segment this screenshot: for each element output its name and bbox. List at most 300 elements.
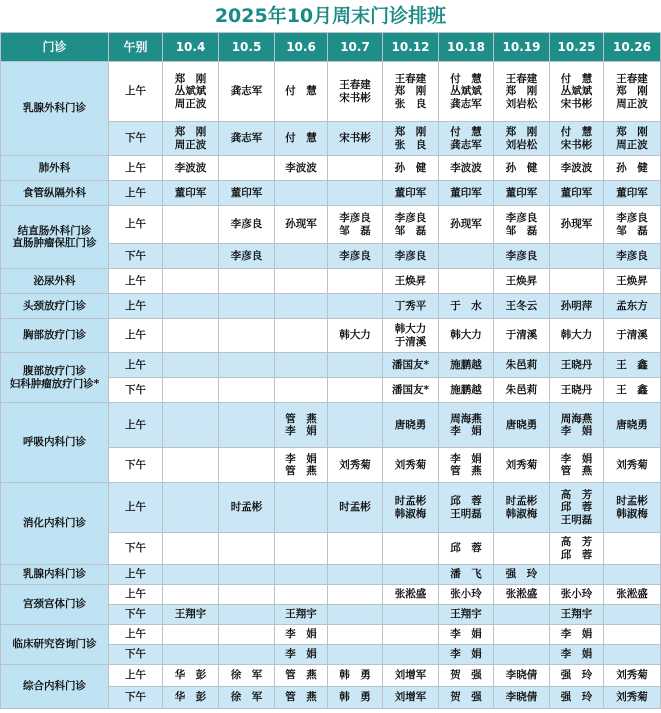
schedule-cell xyxy=(163,645,219,665)
doctor-name: 孙 健 xyxy=(394,161,427,174)
schedule-cell xyxy=(163,605,219,625)
doctor-name: 郑 刚 xyxy=(616,126,648,138)
doctor-name: 龚志军 xyxy=(450,97,482,110)
schedule-cell xyxy=(550,122,604,156)
doctor-name: 李晓倩 xyxy=(505,691,538,704)
doctor-name: 韩淑梅 xyxy=(394,507,427,520)
schedule-cell xyxy=(219,294,275,319)
doctor-name: 朱邑莉 xyxy=(505,358,538,371)
schedule-cell xyxy=(383,625,439,645)
department-name xyxy=(1,483,109,565)
doctor-name: 施鹏越 xyxy=(450,358,482,371)
doctor-name: 付 慧 xyxy=(285,132,317,145)
schedule-cell xyxy=(604,533,661,565)
department-name-line: 泌尿外科 xyxy=(33,274,76,287)
schedule-cell xyxy=(439,565,494,585)
schedule-cell xyxy=(275,645,328,665)
doctor-name: 郑 刚 xyxy=(505,126,538,138)
schedule-cell xyxy=(383,122,439,156)
doctor-name: 刘秀菊 xyxy=(616,669,648,682)
schedule-cell xyxy=(439,533,494,565)
schedule-cell xyxy=(604,156,661,181)
schedule-cell xyxy=(328,122,383,156)
doctor-name: 董印军 xyxy=(505,186,538,199)
doctor-name: 郑 刚 xyxy=(394,85,427,98)
doctor-name: 王冬云 xyxy=(505,299,538,312)
doctor-name: 华 彭 xyxy=(174,691,207,704)
schedule-cell xyxy=(550,533,604,565)
period-label: 上午 xyxy=(109,181,163,206)
schedule-cell xyxy=(163,585,219,605)
schedule-cell xyxy=(328,533,383,565)
period-label: 上午 xyxy=(109,62,163,122)
schedule-cell xyxy=(163,62,219,122)
doctor-name: 王翔宇 xyxy=(450,608,482,621)
doctor-name: 孟东方 xyxy=(616,299,648,312)
doctor-name: 孙 健 xyxy=(505,161,538,174)
schedule-cell xyxy=(328,353,383,378)
schedule-cell xyxy=(275,294,328,319)
department-name-line: 食管纵隔外科 xyxy=(23,186,86,199)
schedule-cell xyxy=(275,206,328,244)
department-name-line: 直肠肿瘤保肛门诊 xyxy=(12,237,97,249)
schedule-cell xyxy=(439,448,494,483)
doctor-name: 王焕昇 xyxy=(505,274,538,287)
schedule-cell xyxy=(328,585,383,605)
schedule-cell xyxy=(604,687,661,709)
schedule-cell xyxy=(494,181,550,206)
schedule-cell xyxy=(604,378,661,403)
schedule-cell xyxy=(383,687,439,709)
department-name xyxy=(1,565,109,585)
schedule-cell xyxy=(163,244,219,269)
schedule-cell xyxy=(219,319,275,353)
department-name-line: 胸部放疗门诊 xyxy=(23,329,86,342)
schedule-cell xyxy=(328,687,383,709)
department-name-line: 肺外科 xyxy=(38,161,71,174)
doctor-name: 李 娟 xyxy=(560,452,593,465)
schedule-cell xyxy=(494,156,550,181)
schedule-cell xyxy=(219,206,275,244)
schedule-cell xyxy=(494,448,550,483)
doctor-name: 龚志军 xyxy=(230,85,263,98)
schedule-cell xyxy=(163,565,219,585)
department-name xyxy=(1,625,109,665)
period-label: 下午 xyxy=(109,533,163,565)
schedule-cell xyxy=(383,585,439,605)
doctor-name: 韩大力 xyxy=(394,323,427,335)
schedule-cell xyxy=(275,319,328,353)
schedule-cell xyxy=(439,156,494,181)
period-label: 上午 xyxy=(109,294,163,319)
schedule-cell xyxy=(439,665,494,687)
schedule-row xyxy=(1,565,661,585)
schedule-cell xyxy=(219,156,275,181)
doctor-name: 施鹏越 xyxy=(450,383,482,396)
schedule-cell xyxy=(604,625,661,645)
header-date: 10.5 xyxy=(219,33,275,62)
doctor-name: 刘秀菊 xyxy=(616,691,648,704)
schedule-cell xyxy=(494,625,550,645)
doctor-name: 邱 蓉 xyxy=(560,548,593,561)
period-label: 上午 xyxy=(109,625,163,645)
doctor-name: 韩 勇 xyxy=(339,669,371,682)
schedule-cell xyxy=(275,378,328,403)
schedule-row xyxy=(1,181,661,206)
schedule-cell xyxy=(550,483,604,533)
schedule-cell xyxy=(439,645,494,665)
doctor-name: 强 玲 xyxy=(560,691,593,704)
doctor-name: 韩大力 xyxy=(339,329,371,342)
doctor-name: 孙现军 xyxy=(285,218,317,231)
schedule-cell xyxy=(328,206,383,244)
schedule-row xyxy=(1,665,661,687)
schedule-cell xyxy=(219,448,275,483)
doctor-name: 付 慧 xyxy=(560,72,593,85)
schedule-cell xyxy=(550,605,604,625)
schedule-cell xyxy=(219,122,275,156)
doctor-name: 董印军 xyxy=(230,186,263,199)
schedule-cell xyxy=(494,403,550,448)
doctor-name: 李 娟 xyxy=(450,452,482,465)
doctor-name: 于清溪 xyxy=(505,329,538,342)
schedule-cell xyxy=(163,533,219,565)
doctor-name: 王焕昇 xyxy=(394,274,427,287)
doctor-name: 董印军 xyxy=(174,186,207,199)
schedule-cell xyxy=(275,585,328,605)
schedule-cell xyxy=(163,181,219,206)
doctor-name: 于 水 xyxy=(450,299,482,312)
schedule-cell xyxy=(550,585,604,605)
doctor-name: 李彦良 xyxy=(616,212,648,224)
schedule-cell xyxy=(163,687,219,709)
doctor-name: 李 娟 xyxy=(560,628,593,641)
schedule-row xyxy=(1,62,661,122)
schedule-row xyxy=(1,319,661,353)
schedule-cell xyxy=(604,62,661,122)
doctor-name: 时孟彬 xyxy=(616,495,648,507)
period-label: 下午 xyxy=(109,645,163,665)
doctor-name: 李 娟 xyxy=(285,425,317,437)
schedule-cell xyxy=(383,353,439,378)
doctor-name: 李彦良 xyxy=(505,212,538,224)
schedule-cell xyxy=(383,565,439,585)
department-name xyxy=(1,294,109,319)
doctor-name: 邹 磊 xyxy=(505,224,538,237)
period-label: 上午 xyxy=(109,403,163,448)
period-label: 上午 xyxy=(109,206,163,244)
header-date: 10.7 xyxy=(328,33,383,62)
doctor-name: 贺 强 xyxy=(450,691,482,704)
doctor-name: 张淞盛 xyxy=(505,588,538,601)
doctor-name: 于清溪 xyxy=(616,329,648,342)
doctor-name: 高 芳 xyxy=(560,536,593,548)
doctor-name: 刘岩松 xyxy=(505,97,538,110)
schedule-cell xyxy=(219,62,275,122)
doctor-name: 贺 强 xyxy=(450,669,482,682)
doctor-name: 管 燕 xyxy=(285,465,317,477)
doctor-name: 王晓丹 xyxy=(560,383,593,396)
schedule-cell xyxy=(328,565,383,585)
doctor-name: 董印军 xyxy=(450,186,482,199)
period-label: 下午 xyxy=(109,687,163,709)
schedule-cell xyxy=(383,62,439,122)
department-name-line: 综合内科门诊 xyxy=(23,680,86,693)
schedule-cell xyxy=(439,687,494,709)
schedule-cell xyxy=(550,665,604,687)
schedule-cell xyxy=(328,294,383,319)
doctor-name: 宋书彬 xyxy=(560,97,593,110)
schedule-cell xyxy=(604,448,661,483)
doctor-name: 李 娟 xyxy=(450,628,482,641)
schedule-cell xyxy=(439,483,494,533)
doctor-name: 周正波 xyxy=(174,97,207,110)
doctor-name: 王春建 xyxy=(505,72,538,85)
doctor-name: 李 娟 xyxy=(560,425,593,437)
doctor-name: 刘秀菊 xyxy=(339,458,371,471)
schedule-cell xyxy=(494,565,550,585)
schedule-cell xyxy=(383,605,439,625)
schedule-cell xyxy=(219,403,275,448)
schedule-cell xyxy=(275,156,328,181)
doctor-name: 强 玲 xyxy=(505,568,538,581)
period-label: 下午 xyxy=(109,122,163,156)
department-name-line: 呼吸内科门诊 xyxy=(23,436,86,449)
doctor-name: 王翔宇 xyxy=(174,608,207,621)
department-name xyxy=(1,206,109,269)
schedule-cell xyxy=(604,665,661,687)
doctor-name: 李彦良 xyxy=(616,249,648,262)
department-name-line: 临床研究咨询门诊 xyxy=(12,638,97,651)
schedule-cell xyxy=(219,625,275,645)
schedule-cell xyxy=(219,645,275,665)
schedule-cell xyxy=(494,665,550,687)
schedule-cell xyxy=(439,585,494,605)
doctor-name: 丛斌斌 xyxy=(450,85,482,98)
department-name xyxy=(1,353,109,403)
doctor-name: 宋书彬 xyxy=(339,132,371,145)
schedule-cell xyxy=(604,605,661,625)
doctor-name: 张 良 xyxy=(394,138,427,151)
header-clinic: 门诊 xyxy=(1,33,109,62)
schedule-cell xyxy=(275,665,328,687)
schedule-cell xyxy=(604,403,661,448)
doctor-name: 付 慧 xyxy=(450,126,482,138)
period-label: 下午 xyxy=(109,378,163,403)
schedule-cell xyxy=(163,665,219,687)
schedule-cell xyxy=(604,122,661,156)
schedule-row xyxy=(1,353,661,378)
schedule-cell xyxy=(550,378,604,403)
doctor-name: 宋书彬 xyxy=(339,91,371,104)
schedule-cell xyxy=(439,244,494,269)
doctor-name: 李波波 xyxy=(174,161,207,174)
doctor-name: 王明磊 xyxy=(450,507,482,520)
doctor-name: 李 娟 xyxy=(285,628,317,641)
schedule-row xyxy=(1,294,661,319)
doctor-name: 华 彭 xyxy=(174,669,207,682)
schedule-cell xyxy=(275,687,328,709)
schedule-cell xyxy=(383,665,439,687)
schedule-cell xyxy=(550,625,604,645)
schedule-cell xyxy=(219,353,275,378)
doctor-name: 李彦良 xyxy=(339,249,371,262)
doctor-name: 强 玲 xyxy=(560,669,593,682)
schedule-cell xyxy=(439,403,494,448)
schedule-cell xyxy=(163,625,219,645)
schedule-cell xyxy=(383,378,439,403)
doctor-name: 周海燕 xyxy=(450,412,482,425)
doctor-name: 王春建 xyxy=(394,72,427,85)
schedule-cell xyxy=(328,181,383,206)
department-name-line: 消化内科门诊 xyxy=(23,517,86,530)
period-label: 下午 xyxy=(109,448,163,483)
doctor-name: 李彦良 xyxy=(339,212,371,224)
doctor-name: 郑 刚 xyxy=(174,72,207,85)
schedule-cell xyxy=(328,269,383,294)
department-name xyxy=(1,403,109,483)
period-label: 上午 xyxy=(109,483,163,533)
schedule-cell xyxy=(494,645,550,665)
department-name xyxy=(1,156,109,181)
doctor-name: 李晓倩 xyxy=(505,669,538,682)
schedule-cell xyxy=(604,206,661,244)
department-name xyxy=(1,62,109,156)
schedule-cell xyxy=(163,206,219,244)
schedule-cell xyxy=(383,156,439,181)
doctor-name: 周正波 xyxy=(616,97,648,110)
doctor-name: 邹 磊 xyxy=(394,224,427,237)
period-label: 上午 xyxy=(109,156,163,181)
schedule-cell xyxy=(494,122,550,156)
doctor-name: 周正波 xyxy=(174,138,207,151)
schedule-cell xyxy=(494,206,550,244)
doctor-name: 丛斌斌 xyxy=(174,85,207,98)
doctor-name: 管 燕 xyxy=(450,465,482,477)
schedule-cell xyxy=(163,448,219,483)
schedule-cell xyxy=(328,244,383,269)
department-name xyxy=(1,665,109,709)
doctor-name: 李 娟 xyxy=(285,648,317,661)
doctor-name: 朱邑莉 xyxy=(505,383,538,396)
schedule-cell xyxy=(383,206,439,244)
schedule-cell xyxy=(550,156,604,181)
schedule-cell xyxy=(439,206,494,244)
schedule-cell xyxy=(439,181,494,206)
header-period: 午别 xyxy=(109,33,163,62)
doctor-name: 王 鑫 xyxy=(616,358,648,371)
schedule-cell xyxy=(163,156,219,181)
schedule-cell xyxy=(328,665,383,687)
schedule-cell xyxy=(494,378,550,403)
schedule-cell xyxy=(275,533,328,565)
doctor-name: 付 慧 xyxy=(560,126,593,138)
department-name-line: 乳腺外科门诊 xyxy=(23,102,86,115)
schedule-cell xyxy=(439,319,494,353)
schedule-cell xyxy=(219,533,275,565)
schedule-cell xyxy=(275,448,328,483)
schedule-cell xyxy=(328,378,383,403)
department-name-line: 腹部放疗门诊 xyxy=(23,365,86,377)
schedule-cell xyxy=(494,319,550,353)
schedule-cell xyxy=(494,353,550,378)
schedule-cell xyxy=(494,585,550,605)
doctor-name: 刘岩松 xyxy=(505,138,538,151)
schedule-cell xyxy=(439,378,494,403)
doctor-name: 徐 军 xyxy=(230,691,263,704)
department-name-line: 妇科肿瘤放疗门诊* xyxy=(9,377,100,390)
doctor-name: 刘秀菊 xyxy=(505,458,538,471)
schedule-cell xyxy=(219,665,275,687)
doctor-name: 时孟彬 xyxy=(230,501,263,514)
schedule-row xyxy=(1,156,661,181)
doctor-name: 张淞盛 xyxy=(616,588,648,601)
header-date: 10.19 xyxy=(494,33,550,62)
period-label: 上午 xyxy=(109,565,163,585)
doctor-name: 管 燕 xyxy=(560,465,593,477)
department-name-line: 宫颈宫体门诊 xyxy=(23,598,86,611)
doctor-name: 孙 健 xyxy=(616,161,648,174)
schedule-cell xyxy=(439,625,494,645)
doctor-name: 李彦良 xyxy=(230,218,263,231)
doctor-name: 孙明萍 xyxy=(560,299,593,312)
doctor-name: 丛斌斌 xyxy=(560,85,593,98)
schedule-cell xyxy=(275,565,328,585)
schedule-cell xyxy=(219,244,275,269)
doctor-name: 邹 磊 xyxy=(339,224,371,237)
doctor-name: 韩淑梅 xyxy=(616,507,648,520)
department-name xyxy=(1,319,109,353)
schedule-cell xyxy=(275,605,328,625)
schedule-cell xyxy=(163,294,219,319)
doctor-name: 刘增军 xyxy=(394,691,427,704)
schedule-cell xyxy=(604,353,661,378)
doctor-name: 付 慧 xyxy=(285,85,317,98)
schedule-cell xyxy=(328,319,383,353)
doctor-name: 李波波 xyxy=(450,161,482,174)
doctor-name: 李彦良 xyxy=(505,249,538,262)
schedule-cell xyxy=(328,62,383,122)
period-label: 上午 xyxy=(109,585,163,605)
schedule-cell xyxy=(383,319,439,353)
page-title: 2025年10月周末门诊排班 xyxy=(214,5,447,27)
schedule-cell xyxy=(275,625,328,645)
schedule-cell xyxy=(328,156,383,181)
schedule-cell xyxy=(550,206,604,244)
schedule-cell xyxy=(550,403,604,448)
schedule-cell xyxy=(219,483,275,533)
doctor-name: 高 芳 xyxy=(560,488,593,501)
schedule-cell xyxy=(219,585,275,605)
period-label: 上午 xyxy=(109,269,163,294)
schedule-cell xyxy=(163,122,219,156)
period-label: 下午 xyxy=(109,244,163,269)
doctor-name: 宋书彬 xyxy=(560,138,593,151)
doctor-name: 徐 军 xyxy=(230,669,263,682)
schedule-cell xyxy=(439,353,494,378)
doctor-name: 邱 蓉 xyxy=(450,542,482,555)
doctor-name: 刘秀菊 xyxy=(394,458,427,471)
schedule-cell xyxy=(328,403,383,448)
doctor-name: 唐晓勇 xyxy=(616,418,648,431)
schedule-cell xyxy=(494,605,550,625)
doctor-name: 周正波 xyxy=(616,138,648,151)
schedule-cell xyxy=(163,269,219,294)
doctor-name: 张小玲 xyxy=(450,588,482,601)
doctor-name: 刘增军 xyxy=(394,669,427,682)
schedule-cell xyxy=(550,294,604,319)
schedule-cell xyxy=(328,448,383,483)
